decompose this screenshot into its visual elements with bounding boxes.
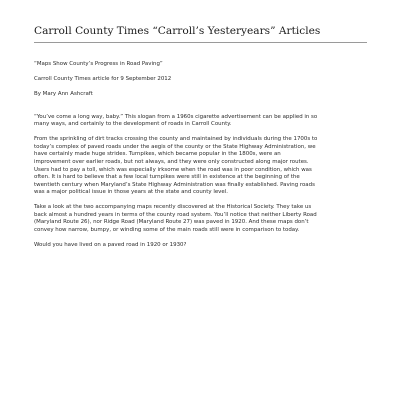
page-title: Carroll County Times “Carroll’s Yesteryears” Articles (34, 25, 321, 37)
paragraph-intro: “You’ve come a long way, baby.” This slogan from a 1960s cigarette advertisement can be applied in so many ways, and certainly to the development of roads in Carroll County. (34, 113, 318, 128)
title-divider (34, 42, 367, 43)
article-headline: “Maps Show County’s Progress in Road Paving” (34, 60, 163, 67)
article-source: Carroll County Times article for 9 September 2012 (34, 75, 172, 82)
paragraph-history: From the sprinkling of dirt tracks crossing the county and maintained by individuals during the 1700s to today’s complex of paved roads under the aegis of the county or the State Highway Administration, we have certainly made huge strides. Turnpikes, which became popular in the 1800s, were an improvement over earlier roads, but not always, and they were only constructed along major routes. Users had to pay a toll, which was especially irksome when the road was in poor condition, which was often. It is hard to believe that a few local turnpikes were still in existence at the beginning of the twentieth century when Maryland’s State Highway Administration was finally established. Paving roads was a major political issue in those years at the state and county level. (34, 136, 318, 196)
article-byline (34, 53, 370, 106)
paragraph-question: Would you have lived on a paved road in 1920 or 1930? (34, 242, 187, 249)
article-body (34, 53, 370, 257)
article-author: By Mary Ann Ashcraft (34, 90, 93, 97)
paragraph-maps: Take a look at the two accompanying maps recently discovered at the Historical Society. They take us back almost a hundred years in terms of the county road system. You’ll notice that neither Liberty Road (Maryland Route 26), nor Ridge Road (Maryland Route 27) was paved in 1920. And these maps don’t convey how narrow, bumpy, or winding some of the main roads still were in comparison to today. (34, 204, 317, 234)
